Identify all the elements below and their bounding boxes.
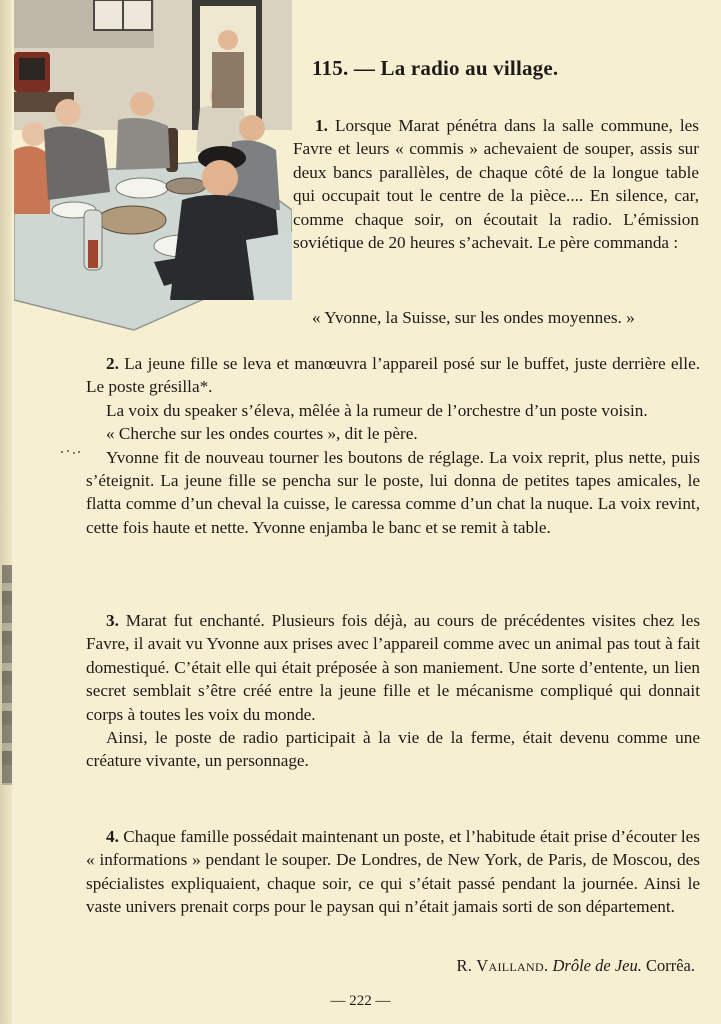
work-title: Drôle de Jeu. (552, 956, 642, 975)
page-edge (0, 0, 12, 1024)
margin-mark (58, 445, 82, 457)
paragraph-number: 2. (106, 354, 119, 373)
paragraph-line: Yvonne fit de nouveau tourner les boutons de réglage. La voix reprit, plus nette, puis s’éteignit. La jeune fille se pencha sur le poste, lui donna de petites tapes amicales, le flatta comme d’un cheval la cuisse, le caressa comme d’un chat la nuque. La voix revint, cette fois haute et nette. Yvonne enjamba le banc et se remit à table. (86, 447, 700, 537)
author-name: R. Vailland. (456, 956, 549, 975)
lesson-number: 115. (312, 56, 349, 80)
publisher: Corrêa. (645, 956, 695, 975)
lesson-title (312, 56, 692, 81)
paragraph-2 (86, 352, 700, 539)
paragraph-number: 1. (315, 116, 328, 135)
paragraph-text: Chaque famille possédait maintenant un poste, et l’habitude était prise d’écouter les « informations » pendant le souper. De Londres, de New York, de Paris, de Moscou, des spécialistes expliquaient, chaque soir, ce qui s’était passé pendant la journée. Ainsi le vaste univers prenait corps pour le paysan qui n’était jamais sorti de son département. (86, 827, 700, 917)
illustration-family-dinner (14, 0, 292, 336)
paragraph-number: 3. (106, 611, 119, 630)
paragraph-text: Marat fut enchanté. Plusieurs fois déjà, au cours de précédentes visites chez les Favre, il avait vu Yvonne aux prises avec l’appareil comme avec un animal pas tout à fait domestiqué. C’était elle qui était préposée à son maniement. Une sorte d’entente, un lien secret semblait s’être créé entre la jeune fille et le mécanisme compliqué qui donnait corps à toutes les voix du monde. (86, 611, 701, 724)
paragraph-text: La jeune fille se leva et manœuvra l’appareil posé sur le buffet, juste derrière elle. Le poste grésilla*. (86, 354, 700, 397)
paragraph-text: Lorsque Marat pénétra dans la salle commune, les Favre et leurs « commis » achevaient de souper, assis sur deux bancs parallèles, de chaque côté de la longue table qui occupait tout le centre de la pièce.... En silence, car, comme chaque soir, on écoutait la radio. L’émission soviétique de 20 heures s’achevait. Le père commanda : (293, 116, 699, 253)
paragraph-line: « Cherche sur les ondes courtes », dit le père. (106, 424, 418, 444)
paragraph-line: La voix du speaker s’éleva, mêlée à la rumeur de l’orchestre d’un poste voisin. (106, 400, 648, 420)
paragraph-1-quote: « Yvonne, la Suisse, sur les ondes moyennes. » (312, 308, 635, 327)
paragraph-4 (86, 825, 700, 919)
paragraph-number: 4. (106, 827, 119, 846)
paragraph-3 (86, 609, 700, 773)
adjacent-page-edge (2, 565, 12, 785)
lesson-title-text: — La radio au village. (353, 56, 559, 80)
page-number: — 222 — (330, 993, 391, 1009)
paragraph-1 (293, 114, 699, 254)
source-attribution (456, 956, 695, 976)
paragraph-line: Ainsi, le poste de radio participait à la vie de la ferme, était devenu comme une créature vivante, un personnage. (86, 728, 700, 771)
